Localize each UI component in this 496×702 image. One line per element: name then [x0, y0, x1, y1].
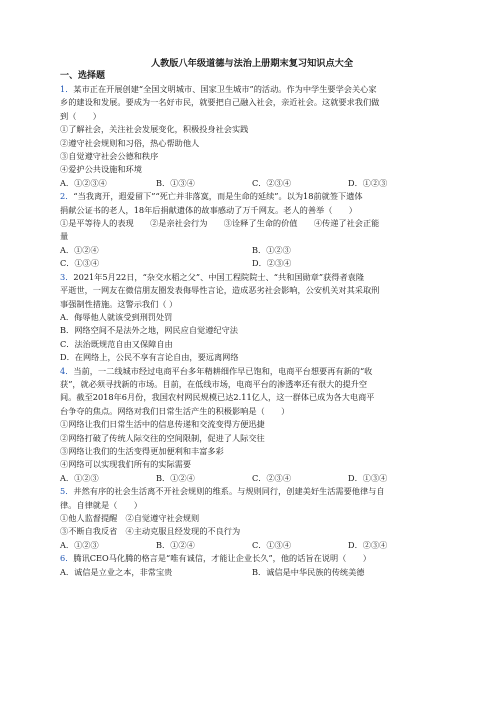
question-stem: 腾讯CEO马化腾的格言是“唯有诚信，才能让企业长久”，他的话旨在说明（ ） [73, 553, 371, 564]
option-d: D．②③④ [252, 258, 292, 269]
statement-item: ①网络让我们日常生活中的信息传递和交流变得方便迅捷 [60, 419, 265, 430]
option-a: A．①②④ [60, 244, 99, 255]
question-number: 5． [60, 486, 74, 497]
option-c: C．②③④ [252, 177, 292, 188]
option-c: C．法治既规范自由又保障自由 [60, 338, 173, 349]
question-3 [60, 271, 444, 365]
answer-options [60, 177, 444, 190]
statement-item: ④爱护公共设施和环境 [60, 164, 142, 175]
option-d: D．①③④ [348, 472, 388, 483]
statement-item: ③网络让我们的生活变得更加便利和丰富多彩 [60, 445, 224, 456]
question-5 [60, 485, 444, 552]
statement-item: ③自觉遵守社会公德和秩序 [60, 151, 159, 162]
option-d: D．①②③ [348, 177, 388, 188]
answer-options [60, 539, 444, 552]
question-2 [60, 190, 444, 270]
question-number: 3． [60, 271, 74, 282]
statement-item: ④网络可以实现我们所有的实际需要 [60, 459, 192, 470]
option-b: B．①②④ [156, 539, 195, 550]
option-d: D．在网络上，公民不享有言论自由，要远离网络 [60, 352, 239, 363]
question-stem: 当前，一二线城市经过电商平台多年精耕细作早已饱和，电商平台想要再有新的“收 [73, 365, 373, 376]
option-b: B．①②③ [252, 244, 291, 255]
question-stem: 井然有序的社会生活离不开社会规则的维系。与规则同行，创建美好生活需要他律与自 [73, 486, 385, 497]
option-b: B．①③④ [156, 177, 195, 188]
question-stem: 某市正在开展创建“全国文明城市、国家卫生城市”的活动。作为中学生要学会关心家 [73, 84, 377, 94]
question-number: 2． [60, 191, 74, 202]
section-heading: 一、选择题 [60, 71, 106, 81]
question-stem: 捐献公证书的老人，18年后捐献遗体的故事感动了万千网友。老人的善举（ ） [60, 204, 357, 215]
question-stem: 获”，就必须寻找新的市场。目前，在低线市场，电商平台的渗透率还有很大的提升空 [60, 378, 368, 389]
question-number: 1． [60, 84, 74, 94]
statement-items: 量 [60, 231, 69, 242]
statement-item: ②遵守社会规则和习俗，热心帮助他人 [60, 137, 200, 148]
option-a: A．侮辱他人就该受到刑罚处罚 [60, 311, 173, 322]
statement-item: ①他人监督提醒 ②自觉遵守社会规则 [60, 513, 200, 523]
answer-options [60, 244, 444, 257]
answer-options [60, 566, 444, 579]
option-d: D．②③④ [348, 539, 388, 550]
question-number: 4． [60, 365, 74, 376]
question-stem: 台争夺的焦点。网络对我们日常生活产生的积极影响是（ ） [60, 405, 290, 416]
option-a: A．①②③④ [60, 177, 107, 188]
statement-item: ③不断自我反省 ④主动克服且经发现的不良行为 [60, 526, 241, 537]
statement-items: ①是平等待人的表现 ②是亲社会行为 ③诠释了生命的价值 ④传递了社会正能 [60, 218, 380, 229]
question-stem: 到（ ） [60, 110, 101, 121]
option-b: B．①②④ [156, 472, 195, 483]
option-a: A．诚信是立业之本，非常宝贵 [60, 566, 173, 577]
option-a: A．①②③ [60, 472, 99, 483]
option-b: B．网络空间不是法外之地，网民应自觉遵纪守法 [60, 325, 238, 336]
question-stem: 律。自律就是（ ） [60, 499, 142, 510]
question-stem: 事强制性措施。这警示我们（ ） [60, 298, 178, 309]
question-6 [60, 552, 444, 579]
option-a: A．①②③ [60, 539, 99, 550]
question-stem: 乡的建设和发展。要成为一名好市民，就要把自己融入社会，亲近社会。这就要求我们做 [60, 97, 380, 108]
option-c: C．①③④ [60, 258, 100, 269]
option-b: B．诚信是中华民族的传统美德 [252, 566, 365, 577]
option-c: C．②③④ [252, 472, 292, 483]
question-1 [60, 83, 444, 190]
document-title: 人教版八年级道德与法治上册期末复习知识点大全 [150, 58, 354, 69]
question-stem: “当我离开，遐爱留下”“死亡并非落寞，而是生命的延续”。以为18前就签下遗体 [73, 191, 363, 202]
question-number: 6． [60, 553, 74, 564]
option-c: C．①③④ [252, 539, 292, 550]
answer-options [60, 472, 444, 485]
question-stem: 间。截至2018年6月份，我国农村网民规模已达2.11亿人，这一群体已成为各大电商平 [60, 392, 375, 403]
question-stem: 2021年5月22日，“杂交水稻之父”、中国工程院院士、“共和国勋章”获得者袁隆 [73, 271, 365, 282]
question-4 [60, 365, 444, 486]
question-stem: 平逝世，一网友在微信朋友圈发表侮辱性言论，造成恶劣社会影响，公安机关对其采取刑 [60, 285, 380, 296]
statement-item: ①了解社会，关注社会发展变化，积极投身社会实践 [60, 124, 249, 135]
statement-item: ②网络打破了传统人际交往的空间限制，促进了人际交往 [60, 432, 265, 443]
answer-options [60, 257, 444, 270]
